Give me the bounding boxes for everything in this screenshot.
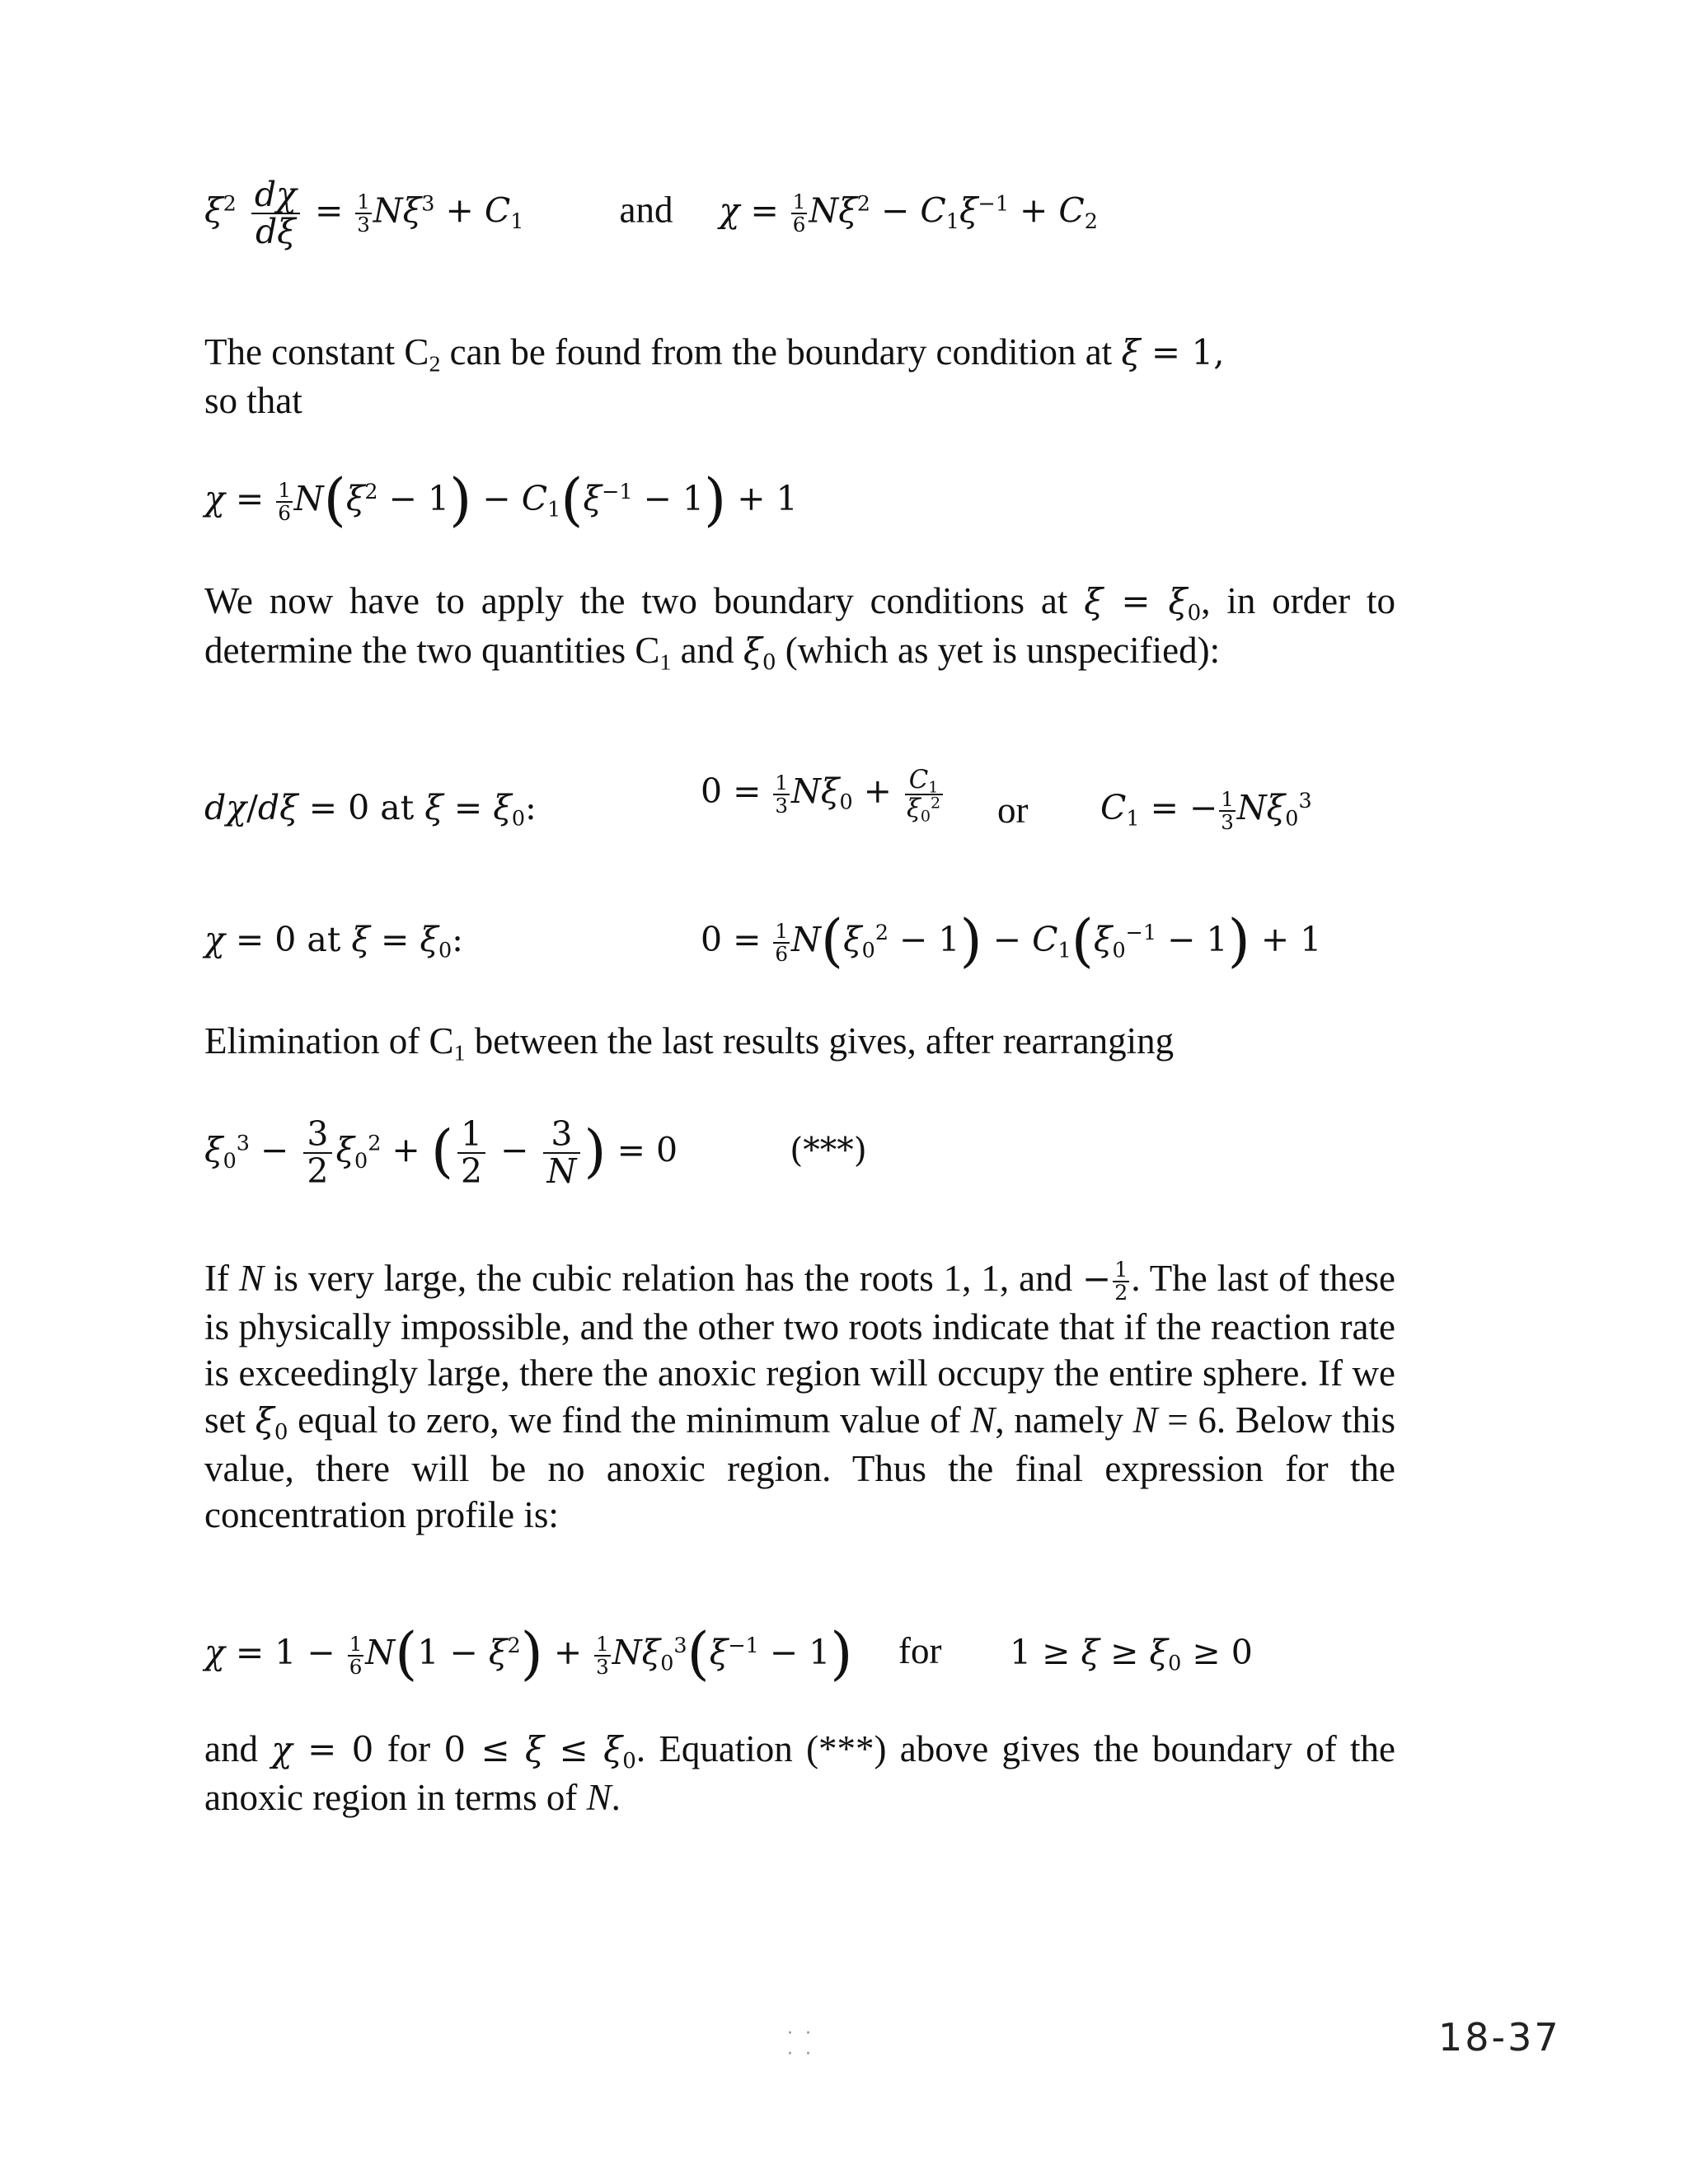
cond2-at: at	[307, 920, 341, 959]
p1-text-b: can be found from the boundary condition at	[440, 331, 1122, 373]
p2-text-d: (which as yet is unspecified):	[776, 630, 1221, 671]
p5-text-d: .	[611, 1777, 621, 1818]
p4-text-e: , namely	[995, 1399, 1133, 1441]
paragraph-closing: and χ = 0 for $0 \le \xi \le \xi_0$. Equation (***) above gives the boundary of the anoxic region in terms of N.	[204, 1728, 1395, 1818]
p4-text-b: is very large, the cubic relation has the roots 1, 1, and	[263, 1258, 1083, 1299]
condition-1-label: dχ/dξ = 0 at $\xi = \xi_0$:	[204, 788, 537, 831]
p5-text-b: for	[373, 1728, 444, 1769]
condition-1-result: $C_1$ = − $\frac{1}{3}$ $N\xi_0^3$	[1100, 786, 1312, 834]
cond1-at: at	[380, 788, 415, 827]
p4-text-c: . The last of these is physically impossible, and the other two roots indicate that if the reaction rate is exceedingly large, there the anoxic region will occupy the entire sphere. If we set	[204, 1258, 1395, 1441]
paragraph-boundary-conditions: We now have to apply the two boundary conditions at $\xi = \xi_0$, in order to determine the two quantities $C_1$ and $\xi_0$ (which as yet is unspecified):	[204, 580, 1395, 676]
p4-text-f: . Below this value, there will be no anoxic region. Thus the final expression for the concentration profile is:	[204, 1399, 1395, 1536]
page-number: 18-37	[1438, 2015, 1561, 2060]
final-for	[898, 1628, 941, 1674]
equation-marker: (***)	[790, 1130, 867, 1170]
final-expression: χ = 1 − $\frac{1}{6}$ $N(1 - \xi^2)$ + $\frac{1}{3}$ $N\xi_0^3(\xi^{-1} - 1)$	[204, 1620, 853, 1688]
p3-text-b: between the last results gives, after rearranging	[465, 1020, 1175, 1062]
scan-dots: · · · ·	[787, 2023, 814, 2064]
condition-1-equation: 0 = $\frac{1}{3}$ $N\xi_0$ + $\frac{C_1}{\xi_0^2}$	[701, 766, 945, 822]
p5-text-a: and	[204, 1728, 272, 1769]
paragraph-elimination: Elimination of $C_1$ between the last results gives, after rearranging	[204, 1020, 1175, 1066]
p4-text-a: If	[204, 1258, 239, 1299]
p5-text-c: . Equation (***) above gives the boundary of the anoxic region in terms of	[204, 1728, 1395, 1818]
and-connector: and	[619, 189, 673, 231]
cond-or: or	[997, 790, 1029, 831]
p3-text-a: Elimination of C	[204, 1020, 454, 1062]
condition-2-label: χ = 0 at $\xi = \xi_0$:	[204, 920, 463, 963]
final-for-text: for	[898, 1630, 942, 1671]
or-connector	[997, 787, 1029, 833]
final-range: $1 \ge \xi \ge \xi_0 \ge 0$	[1010, 1633, 1253, 1675]
paragraph-constant-c2: The constant $C_2$ can be found from the boundary condition at ξ = 1, so that	[204, 328, 1395, 424]
p2-text-c: and	[671, 630, 743, 671]
p1-subscript: 2	[429, 351, 441, 377]
equation-1: $\xi^2$ $\frac{d\chi}{d\xi}$ = $\frac{1}{3}$ $N\xi^3 + C_1$ and χ = $\frac{1}{6}$ $N\xi^2 - C_1\xi^{-1} + C_2$	[204, 175, 1098, 252]
equation-2: χ = $\frac{1}{6}$ $N(\xi^2 - 1) - C_1(\xi^{-1} - 1) + 1$	[204, 466, 798, 534]
p2-text-b: , in order to determine the two quantities C	[204, 580, 1395, 671]
condition-2-equation: 0 = $\frac{1}{6}$ $N(\xi_0^2 - 1) - C_1(\xi_0^{-1} - 1) + 1$	[701, 907, 1322, 975]
p1-text-a: The constant C	[204, 331, 429, 373]
paragraph-large-n: If N is very large, the cubic relation has the roots 1, 1, and − $\frac{1}{2}$ . The last of these is physically impossible, and the other two roots indicate that if the reaction rate is exceedingly large, there the anoxic region will occupy the entire sphere. If we set $\xi_0$ equal to zero, we find the minimum value of N, namely N = 6. Below this value, there will be no anoxic region. Thus the final expression for the concentration profile is:	[204, 1257, 1395, 1536]
p4-text-d: equal to zero, we find the minimum value of	[288, 1399, 971, 1441]
cubic-equation: $\xi_0^3$ − $\frac{3}{2}$ $\xi_0^2$ + ( $\frac{1}{2}$ − $\frac{3}{N}$ ) = 0 (***)	[204, 1114, 867, 1192]
p1-line2: so that	[204, 380, 302, 421]
p2-text-a: We now have to apply the two boundary conditions at	[204, 580, 1085, 621]
